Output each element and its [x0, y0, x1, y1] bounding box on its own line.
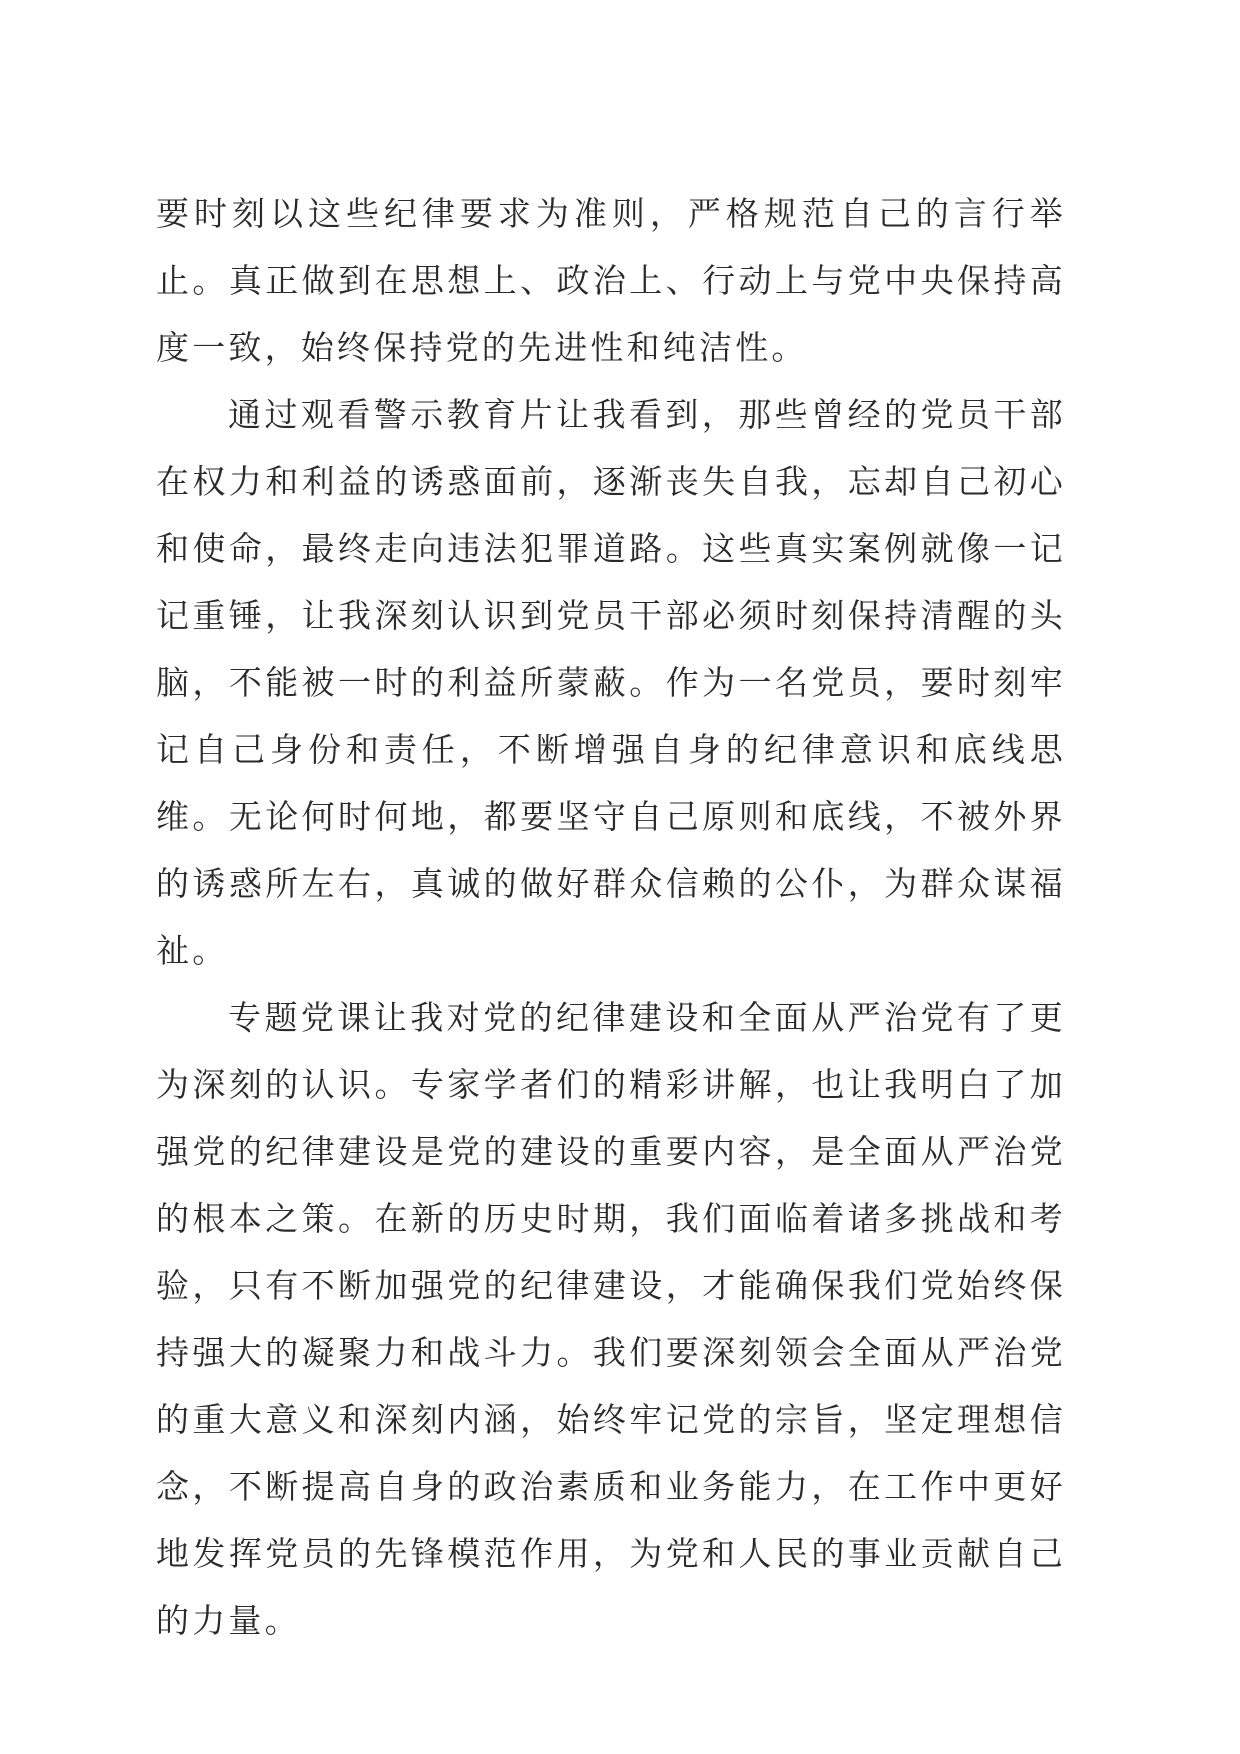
document-body: [156, 180, 1066, 1654]
paragraph-warning-film: 通过观看警示教育片让我看到，那些曾经的党员干部在权力和利益的诱惑面前，逐渐丧失自我，忘却自己初心和使命，最终走向违法犯罪道路。这些真实案例就像一记记重锤，让我深刻认识到党员干部必须时刻保持清醒的头脑，不能被一时的利益所蒙蔽。作为一名党员，要时刻牢记自己身份和责任，不断增强自身的纪律意识和底线思维。无论何时何地，都要坚守自己原则和底线，不被外界的诱惑所左右，真诚的做好群众信赖的公仆，为群众谋福祉。: [156, 395, 1066, 970]
paragraph-continuation: 要时刻以这些纪律要求为准则，严格规范自己的言行举止。真正做到在思想上、政治上、行动上与党中央保持高度一致，始终保持党的先进性和纯洁性。: [156, 194, 1066, 367]
paragraph-party-lecture: 专题党课让我对党的纪律建设和全面从严治党有了更为深刻的认识。专家学者们的精彩讲解，也让我明白了加强党的纪律建设是党的建设的重要内容，是全面从严治党的根本之策。在新的历史时期，我们面临着诸多挑战和考验，只有不断加强党的纪律建设，才能确保我们党始终保持强大的凝聚力和战斗力。我们要深刻领会全面从严治党的重大意义和深刻内涵，始终牢记党的宗旨，坚定理想信念，不断提高自身的政治素质和业务能力，在工作中更好地发挥党员的先锋模范作用，为党和人民的事业贡献自己的力量。: [156, 998, 1066, 1640]
